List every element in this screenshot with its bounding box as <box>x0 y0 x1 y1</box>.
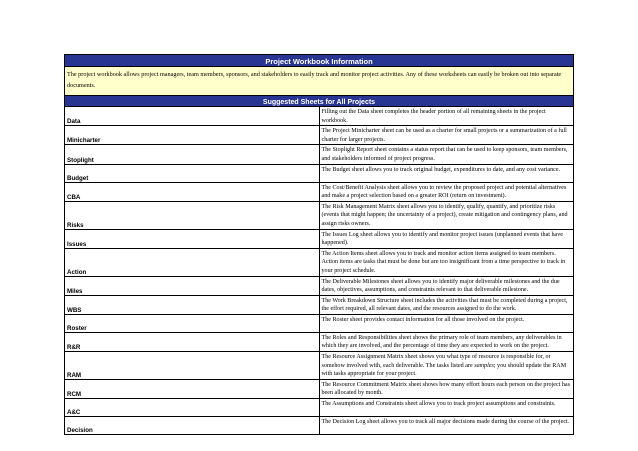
row-desc-miles: The Deliverable Milestones sheet allows you to identify major deliverable milestones and the due dates, objectives, assumptions, and constraints relevant to that deliverable milestone. <box>319 276 574 295</box>
row-desc-issues: The Issues Log sheet allows you to identify and monitor project issues (unplanned events that have happened). <box>319 229 574 248</box>
row-key-risks: Risks <box>65 201 320 229</box>
row-desc-roster: The Roster sheet provides contact information for all those involved on the project. <box>319 314 574 332</box>
row-desc-budget: The Budget sheet allows you to track original budget, expenditures to date, and any cost variance. <box>319 164 574 182</box>
section-heading: Suggested Sheets for All Projects <box>65 96 574 107</box>
row-key-data: Data <box>65 107 320 126</box>
sheet-title: Project Workbook Information <box>65 55 574 67</box>
row-key-stoplight: Stoplight <box>65 145 320 164</box>
row-desc-stoplight: The Stoplight Report sheet contains a status report that can be used to keep sponsors, team members, and stakeholders informed of project progress. <box>319 145 574 164</box>
row-desc-decision: The Decision Log sheet allows you to track all major decisions made during the course of the project. <box>319 417 574 435</box>
row-key-decision: Decision <box>65 417 320 435</box>
row-key-cba: CBA <box>65 182 320 201</box>
ram-desc-part-a: The Resource Assignment Matrix sheet shows you what type of resource is responsible for, or somehow involved with, each deliverable. The tasks listed are <box>321 354 551 369</box>
row-key-wbs: WBS <box>65 295 320 314</box>
row-key-roster: Roster <box>65 314 320 332</box>
row-key-budget: Budget <box>65 164 320 182</box>
row-key-action: Action <box>65 248 320 276</box>
row-key-issues: Issues <box>65 229 320 248</box>
row-desc-rr: The Roles and Responsibilities sheet shows the primary role of team members, any deliverables in which they are involved, and the percentage of time they are expected to work on the project. <box>319 332 574 351</box>
intro-text: The project workbook allows project managers, team members, sponsors, and stakeholders to easily track and monitor project activities. Any of these worksheets can easily be broken out into separate documents. <box>65 67 574 96</box>
row-key-rcm: RCM <box>65 379 320 398</box>
row-desc-rcm: The Resource Commitment Matrix sheet shows how many effort hours each person on the project has been allocated by month. <box>319 379 574 398</box>
row-desc-action: The Action Items sheet allows you to track and monitor action items assigned to team members. Action items are tasks that must be done but are too insignificant from a time perspective to track in your project schedule. <box>319 248 574 276</box>
row-desc-ram <box>319 352 574 380</box>
row-key-rr: R&R <box>65 332 320 351</box>
row-desc-data: Filling out the Data sheet completes the header portion of all remaining sheets in the project workbook. <box>319 107 574 126</box>
row-desc-ac: The Assumptions and Constraints sheet allows you to track project assumptions and constraints. <box>319 399 574 417</box>
row-key-minicharter: Minicharter <box>65 126 320 145</box>
row-key-ac: A&C <box>65 399 320 417</box>
row-desc-minicharter: The Project Minicharter sheet can be used as a charter for small projects or a summarization of a full charter for larger projects. <box>319 126 574 145</box>
workbook-info-sheet <box>64 54 574 435</box>
ram-desc-emphasis: samples <box>474 362 494 369</box>
row-key-ram: RAM <box>65 352 320 380</box>
row-desc-cba: The Cost/Benefit Analysis sheet allows you to review the proposed project and potential alternatives and make a project selection based on a greater ROI (return on investment). <box>319 182 574 201</box>
row-desc-wbs: The Work Breakdown Structure sheet includes the activities that must be completed during a project, the effort required, all relevant dates, and the resources assigned to do the work. <box>319 295 574 314</box>
row-key-miles: Miles <box>65 276 320 295</box>
info-table <box>64 54 574 435</box>
ram-desc-part-b: ; you should update the RAM with tasks appropriate for your project. <box>321 362 567 378</box>
row-desc-risks: The Risk Management Matrix sheet allows you to identify, qualify, quantify, and prioritize risks (events that might happen; the uncertainty of a project), create mitigation and contingency plans, and assign risks owners. <box>319 201 574 229</box>
